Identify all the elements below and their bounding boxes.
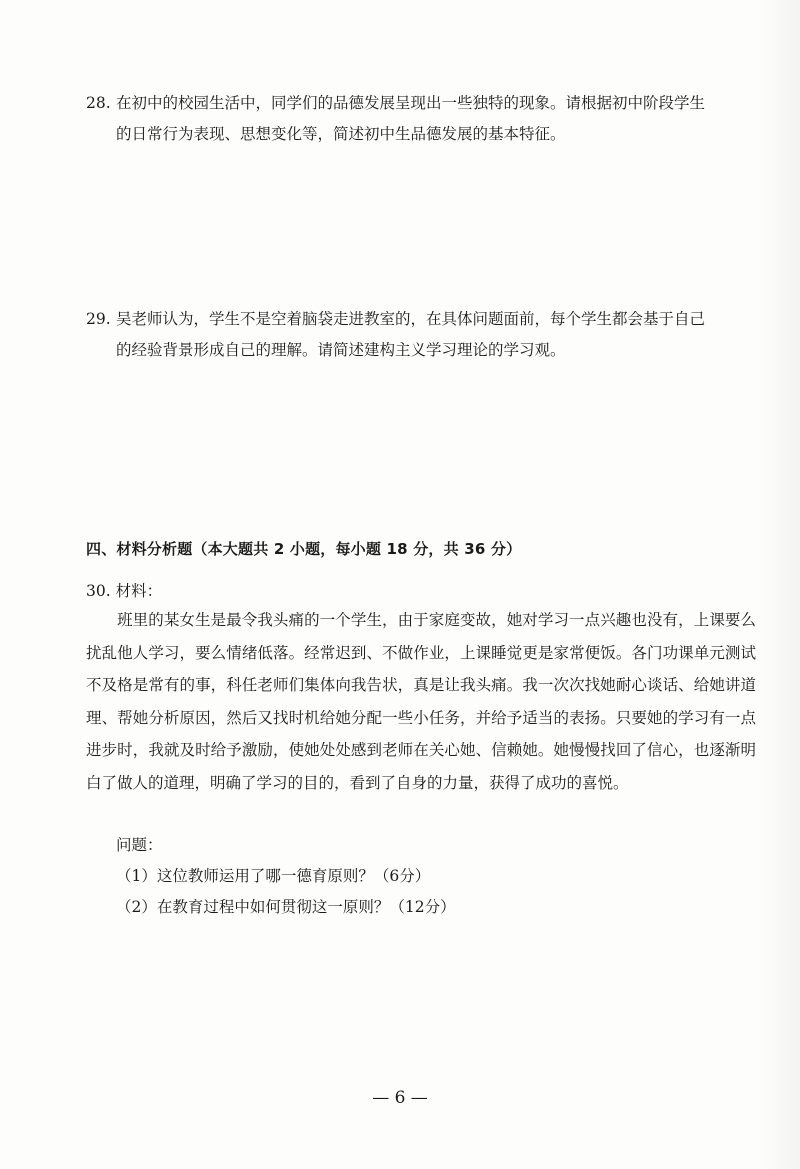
question-30-label: 30. 材料： bbox=[86, 582, 163, 600]
scan-edge-shadow bbox=[760, 0, 800, 1169]
question-label: 问题： bbox=[116, 836, 163, 854]
question-29-line1: 吴老师认为，学生不是空着脑袋走进教室的，在具体问题面前，每个学生都会基于自己 bbox=[116, 310, 706, 328]
question-28-line2: 的日常行为表现、思想变化等，简述初中生品德发展的基本特征。 bbox=[116, 125, 566, 143]
question-28-number: 28. bbox=[86, 94, 111, 112]
sub-question-1: （1）这位教师运用了哪一德育原则？（6分） bbox=[116, 867, 431, 885]
question-28-line1: 在初中的校园生活中，同学们的品德发展呈现出一些独特的现象。请根据初中阶段学生 bbox=[116, 94, 706, 112]
section-heading: 四、材料分析题（本大题共 2 小题，每小题 18 分，共 36 分） bbox=[86, 540, 522, 558]
question-29-number: 29. bbox=[86, 310, 111, 328]
question-29-line2: 的经验背景形成自己的理解。请简述建构主义学习理论的学习观。 bbox=[116, 341, 566, 359]
question-28 bbox=[86, 88, 756, 150]
sub-question-2: （2）在教育过程中如何贯彻这一原则？（12分） bbox=[116, 898, 456, 916]
material-text: 班里的某女生是最令我头痛的一个学生，由于家庭变故，她对学习一点兴趣也没有，上课要么扰乱他人学习，要么情绪低落。经常迟到、不做作业，上课睡觉更是家常便饭。各门功课单元测试不及格是常有的事，科任老师们集体向我告状，真是让我头痛。我一次次找她耐心谈话、给她讲道理、帮她分析原因，然后又找时机给她分配一些小任务，并给予适当的表扬。只要她的学习有一点进步时，我就及时给予激励，使她处处感到老师在关心她、信赖她。她慢慢找回了信心，也逐渐明白了做人的道理，明确了学习的目的，看到了自身的力量，获得了成功的喜悦。 bbox=[86, 611, 756, 792]
question-29 bbox=[86, 304, 756, 366]
page-number: — 6 — bbox=[372, 1088, 428, 1108]
question-30-material bbox=[86, 604, 756, 799]
